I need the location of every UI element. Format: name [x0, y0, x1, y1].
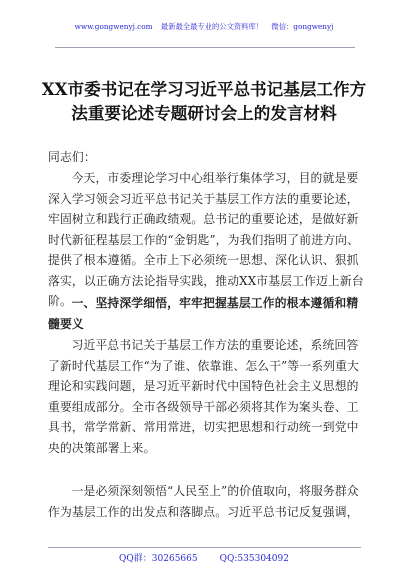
paragraph-intro: 今天，市委理论学习中心组举行集体学习，目的就是要深入学习领会习近平总书记关于基层工作方法的重要论述，牢固树立和践行正确政绩观。总书记的重要论述，是做好新时代新征程基层工作的“金钥匙”，为我们指明了前进方向、提供了根本遵循。全市上下必须统一思想、深化认识、狠抓落实，以正确方法论指导实践，推动XX市基层工作迈上新台阶。: [48, 171, 364, 308]
paragraph-point-one: 一是必须深刻领悟“人民至上”的价值取向，将服务群众作为基层工作的出发点和落脚点。习近平总书记反复强调，: [48, 484, 359, 519]
page-footer: [0, 551, 408, 564]
salutation: 同志们：: [48, 150, 96, 164]
footer-qq: QQ:535304092: [219, 554, 289, 564]
header-wechat: 微信：gongwenyj: [271, 22, 334, 31]
paragraph-body: 习近平总书记关于基层工作方法的重要论述，系统回答了新时代基层工作“为了谁、依靠谁、怎么干”等一系列重大理论和实践问题，是习近平新时代中国特色社会主义思想的重要组成部分。全市各级领导干部必须将其作为案头卷、工具书，常学常新、常用常进，切实把思想和行动统一到党中央的决策部署上来。: [48, 338, 360, 455]
footer-qq-group: QQ群：30265665: [119, 554, 198, 564]
header-website-link[interactable]: www.gongwenyj.com: [74, 22, 153, 31]
section-heading: 一、坚持深学细悟，牢牢把握基层工作的根本遵循和精髓要义: [48, 296, 359, 331]
header-tagline: 最新最全最专业的公文资料库！: [160, 22, 264, 31]
page-header: [0, 0, 408, 54]
footer-divider: [48, 547, 361, 548]
header-divider: [55, 47, 355, 48]
document-title: XX市委书记在学习习近平总书记基层工作方法重要论述专题研讨会上的发言材料: [41, 79, 367, 123]
